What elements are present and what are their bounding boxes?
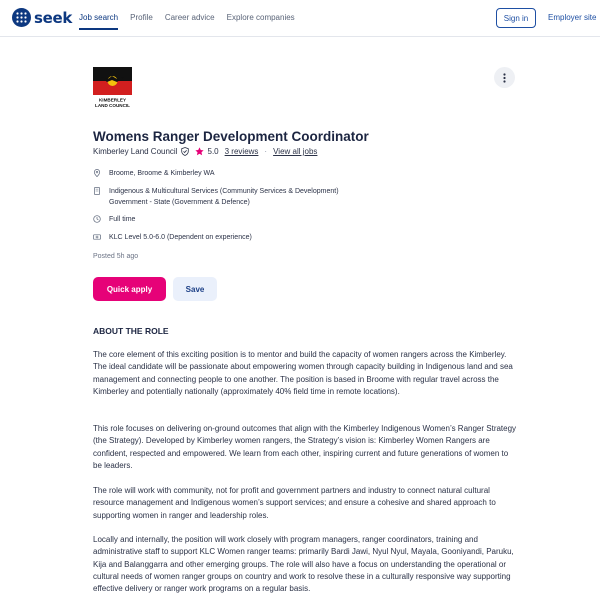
company-rating: 5.0	[207, 147, 219, 156]
company-row	[93, 147, 317, 156]
money-icon	[93, 233, 101, 241]
nav-explore-companies[interactable]: Explore companies	[226, 13, 295, 22]
company-name[interactable]: Kimberley Land Council	[93, 147, 178, 156]
job-location[interactable]: Broome, Broome & Kimberley WA	[109, 170, 215, 177]
save-button[interactable]: Save	[173, 277, 217, 301]
view-all-jobs-link[interactable]: View all jobs	[273, 147, 318, 156]
company-logo-text-1: KIMBERLEY	[98, 97, 127, 103]
job-worktype-row	[93, 214, 135, 225]
company-logo[interactable]	[93, 67, 132, 109]
job-salary-row	[93, 232, 252, 243]
nav-profile[interactable]: Profile	[130, 13, 153, 22]
main-nav-links	[79, 13, 307, 30]
description-paragraph: This role focuses on delivering on-ground outcomes that align with the Kimberley Indigenous Women’s Ranger Strategy (the Strategy). Developed by Kimberley women rangers, the Strategy’s vision is: Kimberley Women Rangers are confident, respected and empowered. We learn from each other, inspiring current and future generations of women to be leaders.	[93, 424, 517, 470]
separator-dot: ·	[264, 147, 268, 156]
description-paragraph: Locally and internally, the position will work closely with program managers, ranger coordinators, training and administrative staff to support KLC Women ranger teams: primarily Bardi Jawi, Nyul Nyul, Mayala, Gooniyandi, Paruku, Kija and Balanggarra and other emerging groups. The role will also have a focus on understanding the operational or cultural needs of women ranger groups on country and work to resolve these in a culturally responsive way supporting effective delivery or ranger work programs on a regular basis.	[93, 535, 514, 594]
job-classification[interactable]: Indigenous & Multicultural Services (Community Services & Development)	[109, 188, 339, 195]
building-icon	[93, 187, 101, 195]
reviews-link[interactable]: 3 reviews	[224, 147, 259, 156]
job-title: Womens Ranger Development Coordinator	[93, 129, 369, 144]
more-options-button[interactable]	[494, 67, 515, 88]
employer-site-link[interactable]: Employer site	[548, 13, 597, 22]
star-icon	[195, 147, 204, 156]
job-sub-classification[interactable]: Government - State (Government & Defence)	[109, 199, 250, 206]
nav-career-advice[interactable]: Career advice	[164, 13, 215, 22]
verified-shield-icon	[181, 147, 189, 156]
nav-job-search[interactable]: Job search	[79, 13, 118, 30]
company-logo-text-2: LAND COUNCIL	[95, 103, 130, 108]
description-paragraph: The core element of this exciting position is to mentor and build the capacity of women rangers across the Kimberley. The ideal candidate will be passionate about empowering women through capacity building in Indigenous land and sea management and connecting people to one another. The position is based in Broome with regular travel across the Kimberley and potentially nationally (approximately 40% field time in remote locations).	[93, 350, 513, 396]
job-salary: KLC Level 5.0-6.0 (Dependent on experience)	[109, 234, 252, 241]
seek-logo[interactable]	[12, 8, 72, 27]
quick-apply-button[interactable]: Quick apply	[93, 277, 166, 301]
job-work-type: Full time	[109, 216, 136, 223]
sign-in-button[interactable]: Sign in	[496, 8, 536, 28]
description-paragraph: The role will work with community, not for profit and government partners and industry to connect natural cultural resource management and Indigenous women’s support services; and ensure a cohesive and shared approach to supporting women in ranger and leadership roles.	[93, 486, 496, 520]
location-pin-icon	[93, 169, 101, 177]
seek-logo-text: seek	[34, 8, 73, 27]
job-location-row	[93, 168, 215, 179]
top-navigation	[0, 0, 600, 37]
job-classification-row	[93, 186, 339, 208]
more-vertical-icon	[503, 73, 506, 83]
seek-logo-icon	[12, 8, 31, 27]
posted-time: Posted 5h ago	[93, 253, 139, 260]
section-heading-about-the-role: ABOUT THE ROLE	[93, 326, 169, 336]
clock-icon	[93, 215, 101, 223]
